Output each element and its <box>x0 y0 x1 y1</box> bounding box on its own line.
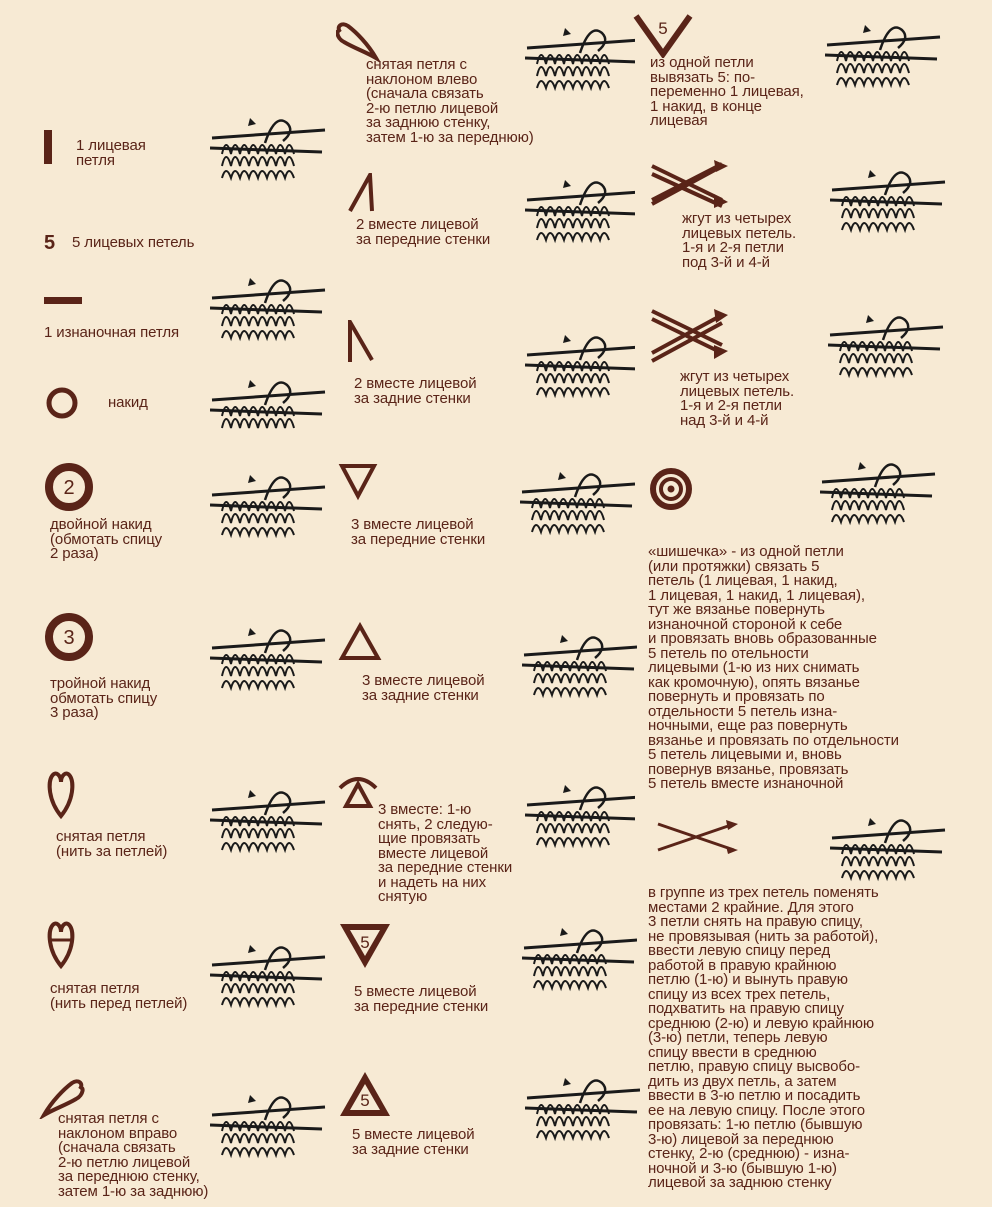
inc5-label: из одной петли вывязать 5: по- переменно 1 лицевая, 1 накид, в конце лицевая <box>650 54 804 129</box>
k5tog-back-label: 5 вместе лицевой за задние стенки <box>352 1126 475 1158</box>
svg-text:5: 5 <box>658 19 668 38</box>
k2tog-back-symbol <box>344 320 376 364</box>
k5tog-front-illustration <box>522 918 637 1008</box>
inc5-symbol <box>632 10 694 58</box>
yarn-over-illustration <box>210 370 330 430</box>
knit-illustration <box>210 108 330 188</box>
slip-back-label: снятая петля (нить за петлей) <box>56 828 168 860</box>
cable-over-symbol <box>648 305 730 363</box>
k5tog-back-illustration <box>525 1068 640 1163</box>
slip-front-label: снятая петля (нить перед петлей) <box>50 980 188 1012</box>
cable-under-symbol <box>648 160 730 208</box>
bobble-symbol <box>648 466 694 512</box>
cross3-label: в группе из трех петель поменять местами 2 крайние. Для этого 3 петли снять на правую спицу, не провязывая (нить за работой), ввести левую спицу перед работой в правую крайнюю петлю (1-ю) и вынуть правую спицу из всех трех петель, подхватить на правую спицу среднюю (2-ю) и левую крайнюю (3-ю) петли, теперь левую спицу ввести в среднюю петлю, правую спицу высвобо- дить из двух петль, а затем ввести в 3-ю петлю и посадить ее на левую спицу. После этого провязать: 1-ю петлю (бывшую 3-ю) лицевой за переднюю стенку, 2-ю (среднюю) - изна- ночной и 3-ю (бывшую 1-ю) лицевой за заднюю стенку <box>648 884 879 1191</box>
cable-over-label: жгут из четырех лицевых петель. 1-я и 2-я петли над 3-й и 4-й <box>680 368 795 429</box>
svg-text:5: 5 <box>360 1091 370 1110</box>
k3tog-back-illustration <box>522 625 637 705</box>
bobble-label: «шишечка» - из одной петли (или протяжки) связать 5 петель (1 лицевая, 1 накид, 1 лицевая, 1 накид, 1 лицевая), тут же вязанье повернуть изнаночной стороной к себе и провязать вновь образованные 5 петель по отельности лицевыми (1-ю из них снимать как кромочную), опять вязанье повернуть и провязать по отдельности 5 петель изна- ночными, еще раз повернуть вязанье и провязать по отдельности 5 петель лицевыми и, вновь повернув вязанье, провязать 5 петель вместе изнаночной <box>648 543 899 792</box>
double-yo-illustration <box>210 465 330 550</box>
knit5-symbol: 5 <box>44 232 56 254</box>
slip-left-label: снятая петля с наклоном влево (сначала связать 2-ю петлю лицевой за заднюю стенку, затем 1-ю за переднюю) <box>366 56 534 146</box>
sk2p-symbol <box>336 770 380 810</box>
k2tog-front-label: 2 вместе лицевой за передние стенки <box>356 216 491 248</box>
knit5-label: 5 лицевых петель <box>72 234 195 251</box>
k3tog-back-symbol <box>338 622 382 662</box>
cable-under-illustration <box>830 160 950 250</box>
k5tog-front-symbol <box>336 920 394 972</box>
knit-symbol <box>44 130 52 164</box>
k3tog-front-symbol <box>338 462 378 502</box>
slip-back-symbol <box>46 770 76 820</box>
triple-yo-symbol <box>44 612 94 662</box>
yarn-over-symbol <box>44 385 80 421</box>
slip-front-illustration <box>210 935 330 1015</box>
slip-left-illustration <box>525 18 635 103</box>
double-yo-label: двойной накид (обмотать спицу 2 раза) <box>50 516 163 562</box>
svg-text:3: 3 <box>63 627 75 649</box>
triple-yo-label: тройной накид обмотать спицу 3 раза) <box>50 675 158 721</box>
k5tog-back-symbol <box>336 1068 394 1120</box>
k3tog-front-illustration <box>520 462 635 542</box>
sk2p-label: 3 вместе: 1-ю снять, 2 следую- щие провязать вместе лицевой за передние стенки и надеть на них снятую <box>378 801 513 905</box>
yarn-over-label: накид <box>108 394 148 411</box>
purl-illustration <box>210 268 330 348</box>
k2tog-back-label: 2 вместе лицевой за задние стенки <box>354 375 477 407</box>
purl-symbol <box>44 297 82 304</box>
cable-under-label: жгут из четырех лицевых петель. 1-я и 2-я петли под 3-й и 4-й <box>682 210 797 271</box>
inc5-illustration <box>825 15 950 105</box>
cross3-symbol <box>654 820 740 854</box>
k3tog-back-label: 3 вместе лицевой за задние стенки <box>362 672 485 704</box>
k2tog-front-symbol <box>346 173 376 213</box>
cable-over-illustration <box>828 305 948 395</box>
sk2p-illustration <box>525 775 635 855</box>
triple-yo-illustration <box>210 618 330 708</box>
k2tog-back-illustration <box>525 325 635 405</box>
slip-right-label: снятая петля с наклоном вправо (сначала связать 2-ю петлю лицевой за переднюю стенку, затем 1-ю за заднюю) <box>58 1110 209 1200</box>
k2tog-front-illustration <box>525 170 635 250</box>
slip-back-illustration <box>210 780 330 855</box>
double-yo-symbol <box>44 462 94 512</box>
svg-text:2: 2 <box>63 477 75 499</box>
purl-label: 1 изнаночная петля <box>44 324 180 341</box>
k3tog-front-label: 3 вместе лицевой за передние стенки <box>351 516 486 548</box>
slip-right-illustration <box>210 1085 330 1165</box>
bobble-illustration <box>820 452 940 542</box>
k5tog-front-label: 5 вместе лицевой за передние стенки <box>354 983 489 1015</box>
cross3-illustration <box>830 808 950 893</box>
slip-front-symbol <box>46 920 76 970</box>
knit-label: 1 лицевая петля <box>76 137 146 169</box>
svg-text:5: 5 <box>360 933 370 952</box>
